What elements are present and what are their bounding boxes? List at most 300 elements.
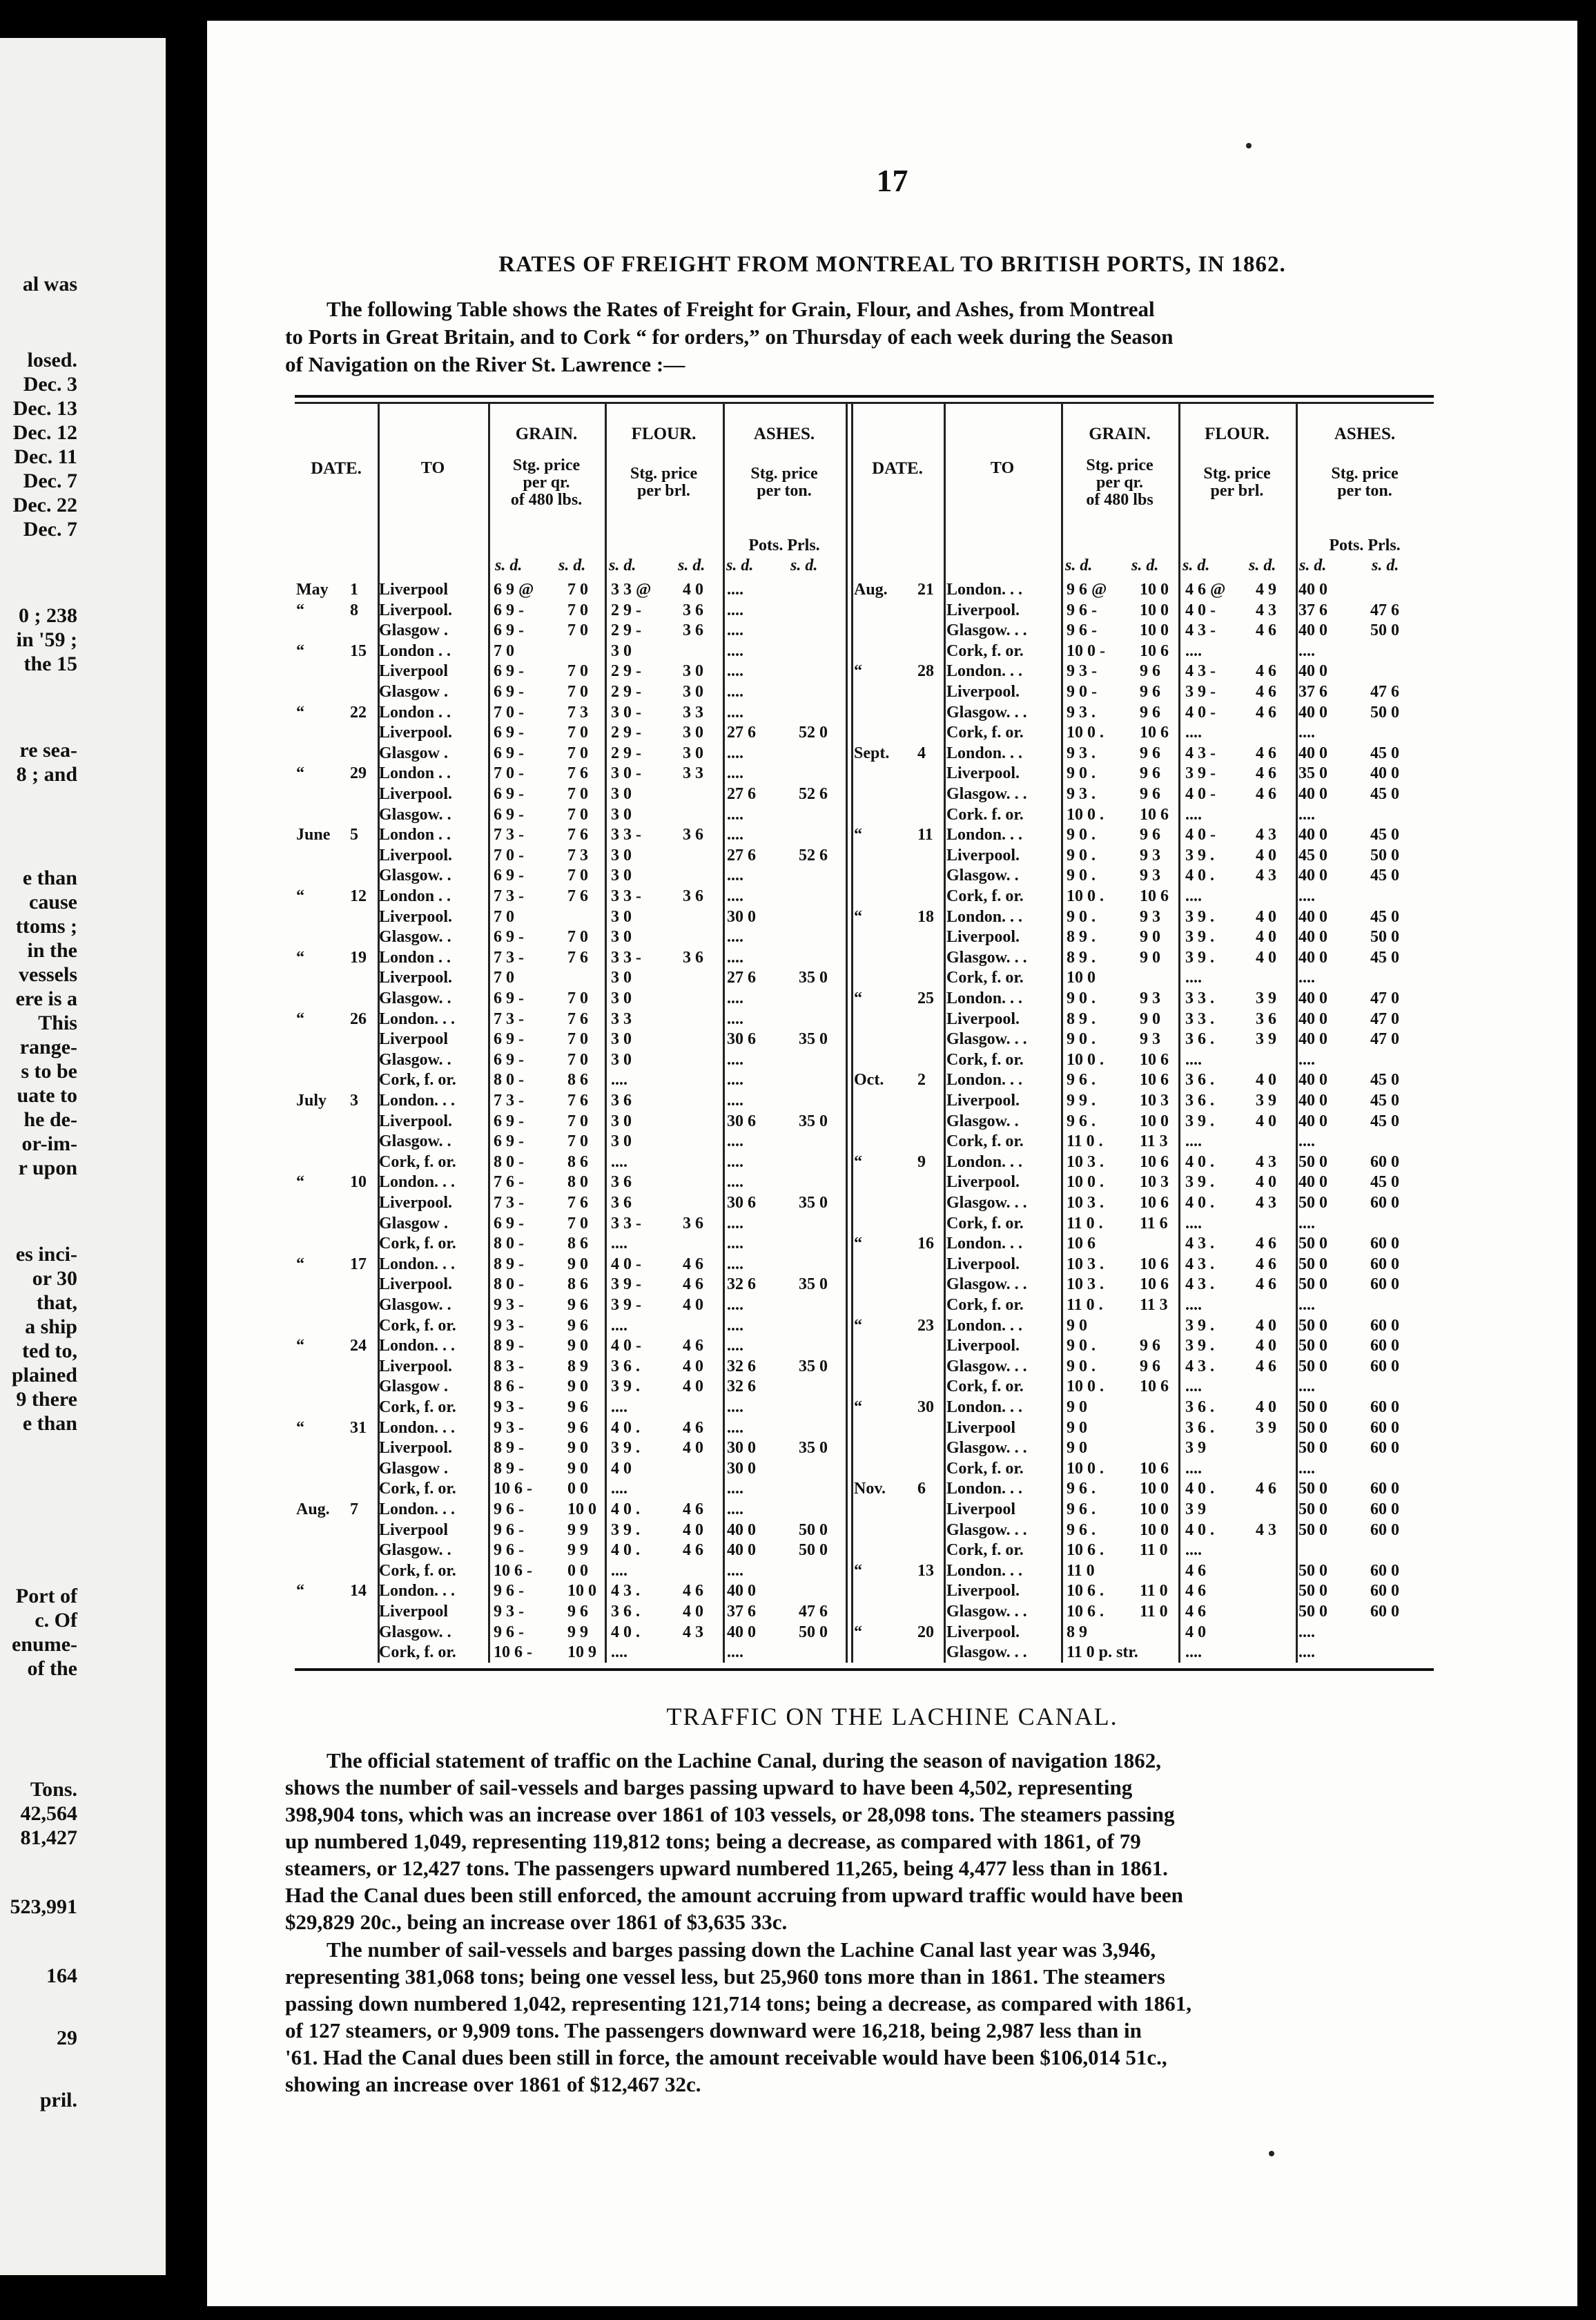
ashes-pots: .... [727, 703, 743, 722]
flour-from: 3 0 [611, 928, 632, 947]
ashes-pots: 50 0 [1298, 1418, 1327, 1437]
grain-to: 10 0 [1140, 1500, 1169, 1518]
ashes-pearls: 45 0 [1370, 785, 1399, 803]
port: Liverpool. [946, 601, 1020, 619]
ashes-pots: .... [1298, 1214, 1315, 1232]
grain-from: 9 0 [1067, 1316, 1087, 1335]
grain-from: 9 0 . [1067, 907, 1096, 926]
grain-from: 9 3 - [494, 1398, 524, 1416]
flour-to: 4 6 [683, 1418, 703, 1437]
ashes-pearls: 60 0 [1370, 1337, 1399, 1355]
flour-from: 4 0 . [611, 1623, 640, 1641]
grain-to: 9 6 [1140, 826, 1160, 844]
date-month: “ [296, 601, 304, 619]
para-line: $29,829 20c., being an increase over 1861 of $3,635 33c. [285, 1910, 788, 1934]
flour-from: 2 9 - [611, 621, 641, 640]
grain-to: 10 0 [1140, 1480, 1169, 1498]
port: London. . . [379, 1255, 456, 1273]
ashes-pearls: 45 0 [1370, 1071, 1399, 1090]
date-month: July [296, 1092, 327, 1110]
flour-to: 4 0 [683, 1439, 703, 1458]
grain-to: 10 6 [1140, 805, 1169, 824]
grain-to: 9 6 [567, 1316, 588, 1335]
ashes-pots: 50 0 [1298, 1337, 1327, 1355]
grain-to: 10 0 [1140, 621, 1169, 640]
flour-from: 3 3 . [1185, 989, 1214, 1007]
table-row [295, 1112, 878, 1130]
date-day: 2 [917, 1071, 926, 1090]
flour-from: .... [611, 1071, 627, 1090]
port: Glasgow. . . [946, 1275, 1027, 1294]
port: Glasgow. . [379, 805, 451, 824]
flour-from: 3 0 [611, 1112, 632, 1130]
table-row [295, 1173, 878, 1191]
grain-from: 9 6 - [494, 1582, 524, 1601]
grain-subheader: Stg. price per qr. of 480 lbs. [510, 456, 583, 509]
port: Liverpool. [379, 1357, 452, 1375]
grain-to: 9 6 [1140, 703, 1160, 722]
fragment-text: ere is a [15, 987, 77, 1010]
grain-to: 10 9 [567, 1643, 596, 1662]
port: London . . [379, 948, 451, 967]
flour-to: 4 0 [1256, 1071, 1276, 1090]
freight-rates-table [295, 395, 1434, 1671]
table-row [295, 1092, 878, 1110]
flour-to: 4 0 [1256, 1316, 1276, 1335]
flour-from: 3 6 [611, 1194, 632, 1212]
table-row [851, 601, 1434, 619]
date-month: Aug. [296, 1500, 330, 1518]
ashes-pots: .... [1298, 724, 1315, 742]
table-row [851, 1480, 1434, 1498]
grain-from: 6 9 - [494, 1214, 524, 1232]
flour-from: 3 9 . [611, 1520, 640, 1539]
flour-from: 4 3 - [1185, 744, 1216, 762]
grain-from: 9 3 . [1067, 703, 1096, 722]
grain-to: 10 6 [1140, 1194, 1169, 1212]
flour-from: .... [611, 1643, 627, 1662]
grain-to: 10 0 [567, 1582, 596, 1601]
table-row [295, 989, 878, 1007]
fragment-text: enume- [12, 1633, 77, 1656]
table-row [851, 847, 1434, 864]
grain-from: 6 9 - [494, 785, 524, 803]
table-row [295, 1357, 878, 1375]
flour-from: 2 9 - [611, 744, 641, 762]
ashes-pearls: 60 0 [1370, 1561, 1399, 1580]
grain-to: 7 3 [567, 846, 588, 864]
table-row [295, 908, 878, 926]
flour-from: 4 0 . [1185, 1194, 1214, 1212]
port: London. . . [946, 1152, 1023, 1171]
grain-from: 6 9 - [494, 724, 524, 742]
grain-to: 7 0 [567, 662, 588, 681]
port: London. . . [946, 1398, 1023, 1416]
flour-from: 3 9 . [611, 1378, 640, 1396]
date-month: “ [854, 989, 862, 1007]
grain-to: 10 0 [1140, 1112, 1169, 1130]
grain-to: 10 6 [1140, 887, 1169, 905]
ashes-pots: 32 6 [727, 1378, 756, 1396]
table-row [851, 724, 1434, 742]
grain-to: 7 0 [567, 867, 588, 885]
port: Glasgow. . . [946, 1603, 1027, 1621]
fragment-text: e than [22, 1412, 77, 1435]
port: Liverpool. [946, 683, 1020, 701]
port: Liverpool [379, 1603, 448, 1621]
flour-to: 4 6 [1256, 1255, 1276, 1273]
table-row [851, 867, 1434, 884]
grain-to: 8 6 [567, 1235, 588, 1253]
grain-from: 7 3 - [494, 887, 524, 905]
flour-from: 4 3 . [611, 1582, 640, 1601]
ashes-pots: 50 0 [1298, 1235, 1327, 1253]
flour-from: .... [1185, 1132, 1202, 1151]
date-day: 18 [917, 907, 934, 926]
table-row [851, 1500, 1434, 1518]
date-month: “ [854, 1235, 862, 1253]
grain-from: 10 0 [1067, 969, 1096, 987]
grain-to: 8 6 [567, 1275, 588, 1294]
ashes-pots: 40 0 [1298, 703, 1327, 722]
port: Glasgow. . . [946, 1357, 1027, 1375]
flour-to: 4 0 [1256, 907, 1276, 926]
grain-from: 7 3 - [494, 948, 524, 967]
para-line: of 127 steamers, or 9,909 tons. The passengers downward were 16,218, being 2,987 less than in [285, 2018, 1142, 2042]
grain-to: 9 0 [567, 1439, 588, 1458]
flour-from: 4 0 . [611, 1541, 640, 1560]
grain-from: 9 6 - [494, 1623, 524, 1641]
table-row [851, 969, 1434, 987]
flour-from: 3 9 . [1185, 846, 1214, 864]
grain-to: 11 0 [1140, 1603, 1168, 1621]
ashes-pots: .... [727, 948, 743, 967]
port: Cork, f. or. [946, 887, 1024, 905]
ashes-pots: 40 0 [1298, 907, 1327, 926]
ashes-pots: 50 0 [1298, 1398, 1327, 1416]
port: Liverpool. [946, 1009, 1020, 1028]
grain-from: 6 9 - [494, 621, 524, 640]
table-row [851, 1030, 1434, 1048]
port: Cork, f. or. [379, 1480, 456, 1498]
port: Liverpool. [379, 846, 452, 864]
unit-label: s. d. [609, 557, 636, 574]
grain-from: 6 9 - [494, 928, 524, 947]
grain-from: 9 3 - [494, 1316, 524, 1335]
port: Glasgow. . [379, 1296, 451, 1314]
port: Liverpool. [379, 969, 452, 987]
flour-from: .... [1185, 887, 1202, 905]
grain-from: 11 0 . [1067, 1296, 1103, 1314]
grain-from: 9 6 - [494, 1520, 524, 1539]
grain-from: 10 0 . [1067, 1378, 1104, 1396]
fragment-text: the 15 [23, 652, 77, 675]
flour-to: 4 6 [1256, 1480, 1276, 1498]
unit-label: s. d. [558, 557, 586, 574]
port: Glasgow . [379, 744, 449, 762]
table-row [295, 1480, 878, 1498]
table-row [295, 704, 878, 722]
ashes-pots: .... [727, 1071, 743, 1090]
traffic-downward-paragraph [285, 1936, 1441, 2098]
grain-from: 8 9 - [494, 1439, 524, 1458]
grain-from: 9 0 . [1067, 846, 1096, 864]
table-row [851, 1275, 1434, 1293]
date-month: “ [854, 1152, 862, 1171]
ashes-pearls: 35 0 [799, 1357, 828, 1375]
grain-from: 7 0 [494, 969, 514, 987]
flour-to: 4 3 [1256, 1520, 1276, 1539]
flour-from: 3 9 [1185, 1500, 1206, 1518]
ashes-pots: .... [727, 1296, 743, 1314]
flour-from: .... [1185, 1378, 1202, 1396]
port: London. . . [946, 1235, 1023, 1253]
port: London. . . [379, 1337, 456, 1355]
flour-from: 3 9 . [1185, 1112, 1214, 1130]
unit-label: s. d. [1299, 557, 1327, 574]
ashes-pots: .... [727, 1500, 743, 1518]
grain-to: 9 0 [1140, 928, 1160, 947]
table-row [851, 1132, 1434, 1150]
table-row [295, 1643, 878, 1661]
grain-from: 7 0 - [494, 703, 524, 722]
ashes-pots: 50 0 [1298, 1500, 1327, 1518]
flour-to: 4 6 [1256, 703, 1276, 722]
ashes-pearls: 47 6 [799, 1603, 828, 1621]
ashes-pots: .... [727, 764, 743, 783]
grain-to: 9 0 [567, 1459, 588, 1478]
grain-to: 10 6 [1140, 1378, 1169, 1396]
port: London . . [379, 641, 451, 660]
ashes-pearls: 60 0 [1370, 1603, 1399, 1621]
ashes-pearls: 45 0 [1370, 1173, 1399, 1192]
flour-to: 4 0 [683, 1603, 703, 1621]
ashes-pots: 50 0 [1298, 1316, 1327, 1335]
port: Cork, f. or. [946, 1296, 1024, 1314]
para-line: 398,904 tons, which was an increase over 1861 of 103 vessels, or 28,098 tons. The steamers passing [285, 1802, 1175, 1826]
port: Glasgow. . [946, 867, 1019, 885]
grain-to: 11 3 [1140, 1132, 1168, 1151]
date-month: “ [854, 1398, 862, 1416]
table-row [295, 867, 878, 884]
flour-from: 4 3 . [1185, 1357, 1214, 1375]
ashes-subheader: Stg. price per ton. [1331, 465, 1399, 500]
flour-from: .... [611, 1561, 627, 1580]
pots-pearls-header: Pots. Prls. [1329, 536, 1401, 554]
grain-from: 8 6 - [494, 1378, 524, 1396]
flour-to: 4 6 [1256, 744, 1276, 762]
port: Liverpool. [946, 1255, 1020, 1273]
grain-from: 9 9 . [1067, 1092, 1096, 1110]
ashes-pots: 50 0 [1298, 1194, 1327, 1212]
date-month: “ [296, 1418, 304, 1437]
ashes-pots: 40 0 [1298, 1112, 1327, 1130]
table-row [295, 1562, 878, 1580]
ashes-pots: 50 0 [1298, 1357, 1327, 1375]
flour-from: 4 0 . [1185, 1152, 1214, 1171]
adjacent-page-fragment [0, 38, 166, 2275]
flour-from: 3 0 - [611, 764, 641, 783]
ashes-pearls: 50 0 [1370, 621, 1399, 640]
port: London. . . [946, 1316, 1023, 1335]
unit-label: s. d. [1372, 557, 1399, 574]
grain-from: 9 6 . [1067, 1112, 1096, 1130]
date-day: 10 [350, 1173, 367, 1192]
table-row [851, 683, 1434, 701]
table-row [851, 1419, 1434, 1437]
flour-to: 4 3 [1256, 1152, 1276, 1171]
ashes-pearls: 50 0 [1370, 928, 1399, 947]
port: Cork, f. or. [946, 1459, 1024, 1478]
grain-to: 7 0 [567, 744, 588, 762]
port: London. . . [946, 826, 1023, 844]
ashes-pots: .... [727, 621, 743, 640]
ashes-pots: 50 0 [1298, 1603, 1327, 1621]
ashes-pearls: 60 0 [1370, 1255, 1399, 1273]
port: Liverpool. [379, 601, 452, 619]
table-row [851, 662, 1434, 680]
flour-from: 3 9 . [1185, 928, 1214, 947]
grain-from: 8 9 - [494, 1459, 524, 1478]
fragment-text: Dec. 7 [23, 470, 77, 492]
ashes-pots: 30 0 [727, 1439, 756, 1458]
port: Liverpool [946, 1418, 1015, 1437]
ashes-pearls: 45 0 [1370, 744, 1399, 762]
ashes-pots: .... [727, 887, 743, 905]
date-day: 29 [350, 764, 367, 783]
fragment-text: range- [19, 1036, 77, 1058]
port: Liverpool. [379, 724, 452, 742]
port: Cork, f. or. [946, 1050, 1024, 1069]
fragment-text: 8 ; and [16, 763, 77, 786]
grain-to: 7 6 [567, 948, 588, 967]
ashes-pots: 40 0 [1298, 1030, 1327, 1049]
ashes-pots: .... [727, 1152, 743, 1171]
grain-to: 7 6 [567, 1009, 588, 1028]
port: Liverpool. [946, 764, 1020, 783]
ashes-pots: 40 0 [1298, 948, 1327, 967]
grain-from: 10 0 . [1067, 724, 1104, 742]
grain-to: 7 0 [567, 683, 588, 701]
ashes-pots: 27 6 [727, 785, 756, 803]
flour-to: 3 3 [683, 764, 703, 783]
grain-from: 10 6 - [494, 1561, 532, 1580]
table-row [295, 1030, 878, 1048]
grain-from: 9 0 . [1067, 989, 1096, 1007]
page-number: 17 [876, 163, 908, 198]
table-row [851, 1112, 1434, 1130]
flour-to: 4 0 [683, 1296, 703, 1314]
grain-to: 10 3 [1140, 1173, 1169, 1192]
flour-to: 4 6 [1256, 785, 1276, 803]
table-row [851, 1582, 1434, 1600]
flour-from: 3 0 [611, 969, 632, 987]
fragment-text: that, [36, 1291, 77, 1314]
ashes-pots: 37 6 [727, 1603, 756, 1621]
grain-from: 8 9 . [1067, 1009, 1096, 1028]
to-header: TO [420, 459, 445, 477]
port: Glasgow. . [379, 928, 451, 947]
table-row [851, 744, 1434, 762]
fragment-text: e than [22, 867, 77, 889]
ashes-pots: .... [727, 867, 743, 885]
table-row [851, 1643, 1434, 1661]
flour-to: 4 0 [1256, 846, 1276, 864]
flour-from: 4 3 - [1185, 621, 1216, 640]
port: Glasgow. . . [946, 703, 1027, 722]
table-row [295, 1337, 878, 1355]
flour-to: 4 0 [683, 1357, 703, 1375]
port: London . . [379, 887, 451, 905]
ashes-pearls: 45 0 [1370, 948, 1399, 967]
pots-pearls-header: Pots. Prls. [748, 536, 820, 554]
ashes-pots: .... [727, 1009, 743, 1028]
ashes-pots: .... [727, 1255, 743, 1273]
fragment-text: 0 ; 238 [19, 604, 77, 627]
ashes-pearls: 60 0 [1370, 1439, 1399, 1458]
flour-from: 2 9 - [611, 662, 641, 681]
grain-to: 11 0 [1140, 1582, 1168, 1601]
ashes-pearls: 60 0 [1370, 1194, 1399, 1212]
flour-to: 3 3 [683, 703, 703, 722]
grain-to: 0 0 [567, 1561, 588, 1580]
ashes-pots: .... [727, 1480, 743, 1498]
flour-from: 4 0 - [1185, 826, 1216, 844]
grain-to: 10 0 [567, 1500, 596, 1518]
flour-from: 3 0 [611, 1030, 632, 1049]
flour-from: 3 9 . [1185, 1173, 1214, 1192]
ashes-pots: 30 6 [727, 1194, 756, 1212]
ashes-pots: .... [1298, 1296, 1315, 1314]
grain-from: 9 0 . [1067, 867, 1096, 885]
grain-from: 9 0 . [1067, 826, 1096, 844]
flour-to: 4 6 [1256, 683, 1276, 701]
port: London. . . [946, 1071, 1023, 1090]
flour-from: 3 9 . [1185, 1337, 1214, 1355]
grain-to: 7 6 [567, 1092, 588, 1110]
flour-from: 4 6 [1185, 1582, 1206, 1601]
grain-to: 9 3 [1140, 1030, 1160, 1049]
intro-line: to Ports in Great Britain, and to Cork “ for orders,” on Thursday of each week during the Season [285, 325, 1174, 349]
flour-to: 3 9 [1256, 1092, 1276, 1110]
flour-from: 4 3 . [1185, 1255, 1214, 1273]
date-month: June [296, 826, 331, 844]
grain-from: 9 3 . [1067, 744, 1096, 762]
ashes-pearls: 60 0 [1370, 1152, 1399, 1171]
flour-from: 3 6 [611, 1173, 632, 1192]
flour-from: 3 0 [611, 805, 632, 824]
port: Glasgow. . [379, 989, 451, 1007]
grain-from: 8 9 - [494, 1337, 524, 1355]
grain-from: 10 6 . [1067, 1541, 1104, 1560]
table-row [851, 1521, 1434, 1539]
table-row [851, 621, 1434, 639]
ashes-pots: 32 6 [727, 1357, 756, 1375]
grain-from: 9 0 [1067, 1439, 1087, 1458]
flour-to: 4 6 [683, 1275, 703, 1294]
flour-from: 3 9 - [611, 1275, 641, 1294]
fragment-text: he de- [23, 1108, 77, 1131]
table-row [851, 1398, 1434, 1416]
grain-to: 9 0 [567, 1378, 588, 1396]
ashes-pots: .... [727, 1337, 743, 1355]
date-day: 23 [917, 1316, 934, 1335]
unit-label: s. d. [1183, 557, 1210, 574]
ashes-pearls: 60 0 [1370, 1500, 1399, 1518]
date-month: “ [296, 1582, 304, 1601]
ashes-pearls: 60 0 [1370, 1275, 1399, 1294]
table-row [295, 1541, 878, 1559]
